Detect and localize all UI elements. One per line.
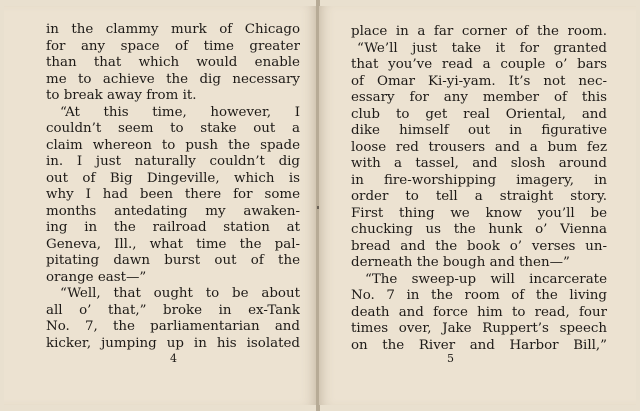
left-page-text xyxy=(46,22,300,352)
text-line: First thing we know you’ll be xyxy=(351,205,607,221)
text-line: dike himself out in figurative xyxy=(351,123,607,138)
text-line: me to achieve the dig necessary xyxy=(46,71,300,87)
text-line: with a tassel, and slosh around xyxy=(351,156,607,171)
text-line: than that which would enable xyxy=(46,55,300,70)
text-line: in fire-worshipping imagery, in xyxy=(351,172,607,188)
text-line: that you’ve read a couple o’ bars xyxy=(351,57,607,72)
text-line: couldn’t seem to stake out a xyxy=(46,121,300,136)
text-line: kicker, jumping up in his isolated xyxy=(46,335,300,351)
text-line: Geneva, Ill., what time the pal- xyxy=(46,236,300,252)
text-line: of Omar Ki-yi-yam. It’s not nec- xyxy=(351,73,607,89)
text-line: orange east—” xyxy=(46,269,147,285)
text-line: essary for any member of this xyxy=(351,90,607,105)
page-number: 4 xyxy=(170,352,177,365)
text-line: “The sweep-up will incarcerate xyxy=(365,271,607,287)
text-line: “At this time, however, I xyxy=(60,104,300,120)
text-line: to break away from it. xyxy=(46,88,197,103)
text-line: all o’ that,” broke in ex-Tank xyxy=(46,302,300,318)
text-line: death and force him to read, four xyxy=(351,304,607,320)
text-line: bread and the book o’ verses un- xyxy=(351,238,607,254)
text-line: months antedating my awaken- xyxy=(46,203,300,219)
right-page xyxy=(319,6,636,405)
text-line: out of Big Dingeville, which is xyxy=(46,170,300,186)
text-line: No. 7, the parliamentarian and xyxy=(46,319,300,334)
text-line: chucking us the hunk o’ Vienna xyxy=(351,222,607,237)
right-page-text xyxy=(351,24,607,354)
left-page xyxy=(4,6,317,405)
text-line: ing in the railroad station at xyxy=(46,220,300,235)
text-line: loose red trousers and a bum fez xyxy=(351,139,607,155)
text-line: No. 7 in the room of the living xyxy=(351,288,607,303)
text-line: for any space of time greater xyxy=(46,38,300,54)
text-line: why I had been there for some xyxy=(46,187,300,202)
page-number: 5 xyxy=(447,352,454,365)
text-line: in. I just naturally couldn’t dig xyxy=(46,154,300,169)
text-line: place in a far corner of the room. xyxy=(351,24,607,39)
text-line: club to get real Oriental, and xyxy=(351,106,607,122)
text-line: times over, Jake Ruppert’s speech xyxy=(351,321,607,336)
text-line: claim whereon to push the spade xyxy=(46,137,300,153)
text-line: “Well, that ought to be about xyxy=(60,286,300,301)
text-line: “We’ll just take it for granted xyxy=(357,40,607,56)
text-line: in the clammy murk of Chicago xyxy=(46,22,300,37)
text-line: order to tell a straight story. xyxy=(351,189,607,204)
text-line: on the River and Harbor Bill,” xyxy=(351,337,607,353)
text-line: pitating dawn burst out of the xyxy=(46,253,300,268)
text-line: derneath the bough and then—” xyxy=(351,255,570,270)
